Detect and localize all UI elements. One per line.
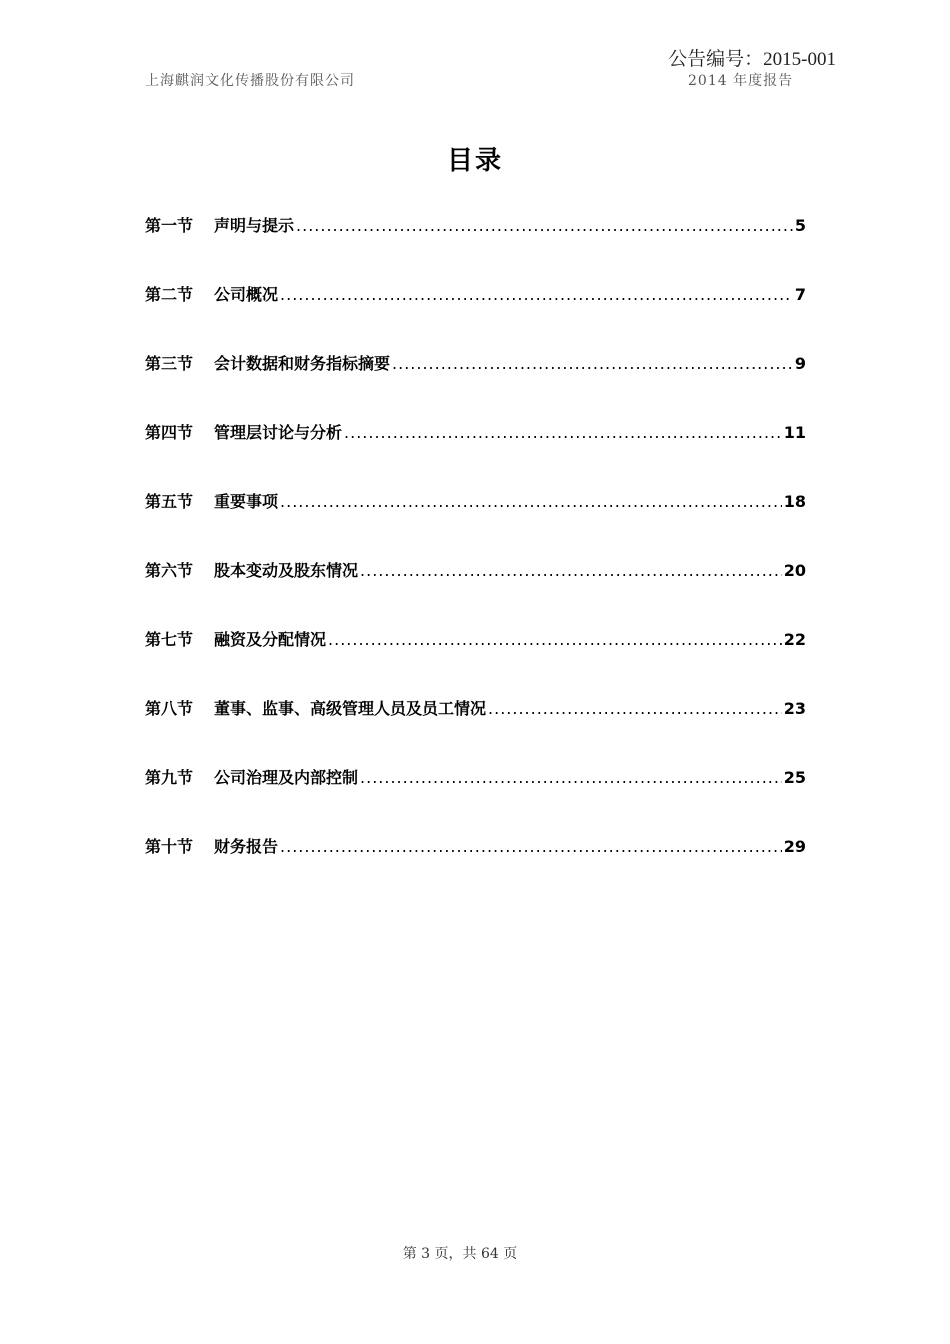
toc-section-number: 第五节	[145, 492, 194, 511]
toc-section-title: 财务报告	[214, 837, 279, 856]
page-footer: 第 3 页，共 64 页	[402, 1246, 518, 1262]
toc-leader-dots	[280, 837, 782, 856]
toc-leader-dots	[488, 699, 782, 718]
toc-leader-dots	[328, 630, 782, 649]
toc-entry-6[interactable]	[145, 558, 806, 627]
toc-page-number: 9	[794, 354, 806, 373]
toc-section-title: 董事、监事、高级管理人员及员工情况	[214, 699, 487, 718]
toc-section-number: 第六节	[145, 561, 194, 580]
toc-section-number: 第七节	[145, 630, 194, 649]
header-divider	[145, 92, 805, 93]
notice-number: 公告编号：2015-001	[668, 49, 836, 70]
toc-leader-dots	[296, 216, 793, 235]
toc-page-number: 5	[794, 216, 806, 235]
toc-entry-5[interactable]	[145, 489, 806, 558]
toc-entry-4[interactable]	[145, 420, 806, 489]
toc-leader-dots	[280, 285, 793, 304]
table-of-contents	[145, 213, 806, 903]
toc-page-number: 20	[783, 561, 806, 580]
toc-entry-1[interactable]	[145, 213, 806, 282]
toc-page-number: 22	[783, 630, 806, 649]
toc-page-number: 23	[783, 699, 806, 718]
toc-entry-8[interactable]	[145, 696, 806, 765]
toc-entry-9[interactable]	[145, 765, 806, 834]
toc-section-number: 第三节	[145, 354, 194, 373]
toc-entry-2[interactable]	[145, 282, 806, 351]
toc-entry-10[interactable]	[145, 834, 806, 903]
toc-section-title: 融资及分配情况	[214, 630, 327, 649]
toc-section-number: 第十节	[145, 837, 194, 856]
toc-section-title: 声明与提示	[214, 216, 295, 235]
toc-page-number: 25	[783, 768, 806, 787]
toc-section-number: 第八节	[145, 699, 194, 718]
toc-section-number: 第九节	[145, 768, 194, 787]
toc-leader-dots	[344, 423, 782, 442]
toc-section-number: 第二节	[145, 285, 194, 304]
toc-leader-dots	[392, 354, 793, 373]
toc-page-number: 29	[783, 837, 806, 856]
toc-section-title: 会计数据和财务指标摘要	[214, 354, 391, 373]
toc-section-title: 重要事项	[214, 492, 279, 511]
toc-section-title: 管理层讨论与分析	[214, 423, 343, 442]
toc-section-number: 第一节	[145, 216, 194, 235]
header-report-title: 2014 年度报告	[688, 73, 794, 89]
toc-section-number: 第四节	[145, 423, 194, 442]
toc-page-number: 7	[794, 285, 806, 304]
toc-section-title: 公司概况	[214, 285, 279, 304]
toc-entry-3[interactable]	[145, 351, 806, 420]
header-company-name: 上海麒润文化传播股份有限公司	[145, 73, 355, 89]
toc-page-number: 18	[783, 492, 806, 511]
toc-leader-dots	[280, 492, 782, 511]
page-title: 目录	[446, 146, 503, 176]
toc-leader-dots	[360, 561, 782, 580]
toc-section-title: 股本变动及股东情况	[214, 561, 359, 580]
toc-page-number: 11	[783, 423, 806, 442]
toc-leader-dots	[360, 768, 782, 787]
toc-section-title: 公司治理及内部控制	[214, 768, 359, 787]
toc-entry-7[interactable]	[145, 627, 806, 696]
